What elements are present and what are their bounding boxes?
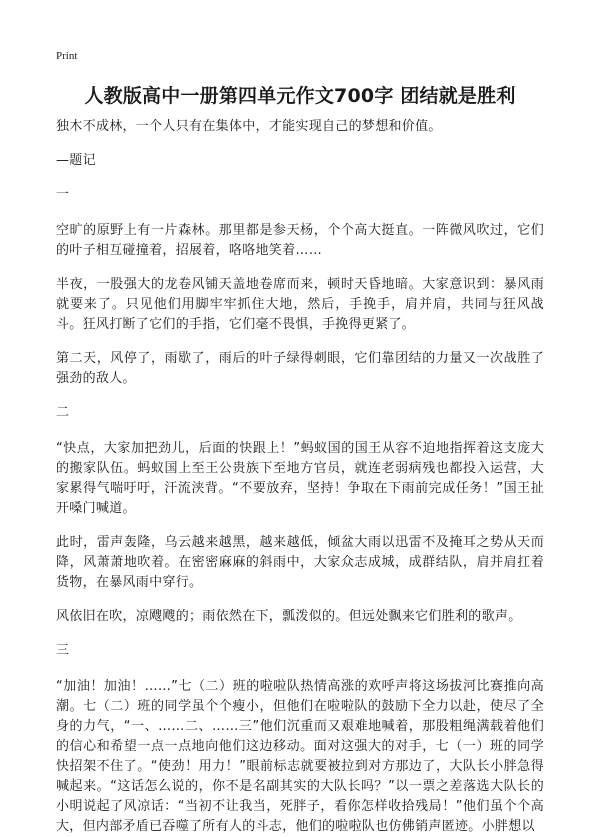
paragraph: 半夜，一股强大的龙卷风铺天盖地卷席而来，顿时天昏地暗。大家意识到：暴风雨就要来了。只见他们用脚牢牢抓住大地，然后，手挽手，肩并肩，共同与狂风战斗。狂风打断了它们的手指，它们毫不畏惧，手挽得更紧了。 — [56, 277, 544, 332]
paragraph: 此时，雷声轰隆，乌云越来越黑，越来越低，倾盆大雨以迅雷不及掩耳之势从天而降，风萧萧地吹着。在密密麻麻的斜雨中，大家众志成城，成群结队，肩并肩扛着货物，在暴风雨中穿行。 — [56, 535, 544, 590]
print-link[interactable]: Print — [56, 50, 78, 62]
epigraph-source: —题记 — [56, 153, 96, 168]
paragraph: “快点，大家加把劲儿，后面的快跟上！”蚂蚁国的国王从容不迫地指挥着这支庞大的搬家队伍。蚂蚁国上至王公贵族下至地方官员，就连老弱病残也都投入运营，大家累得气喘吁吁，汗流浃背。“不要放弃，坚持！争取在下雨前完成任务！”国王扯开嗓门喊道。 — [56, 441, 544, 516]
paragraph: 风依旧在吹，凉飕飕的；雨依然在下，瓢泼似的。但远处飘来它们胜利的歌声。 — [56, 609, 522, 624]
page-title: 人教版高中一册第四单元作文700字 团结就是胜利 — [84, 85, 516, 107]
section-heading-1: 一 — [56, 187, 70, 202]
section-heading-2: 二 — [56, 405, 70, 420]
epigraph: 独木不成林，一个人只有在集体中，才能实现自己的梦想和价值。 — [56, 119, 442, 134]
section-heading-3: 三 — [56, 643, 70, 658]
paragraph: 第二天，风停了，雨歇了，雨后的叶子绿得刺眼，它们靠团结的力量又一次战胜了强劲的敌人。 — [56, 351, 544, 386]
paragraph: “加油！加油！……”七（二）班的啦啦队热情高涨的欢呼声将这场拔河比赛推向高潮。七（二）班的同学虽个个瘦小，但他们在啦啦队的鼓励下全力以赴，使尽了全身的力气，“一、……二、……三”他们沉重而又艰难地喊着，那股粗绳满载着他们的信心和希望一点一点地向他们这边移动。面对这强大的对手，七（一）班的同学快招架不住了。“使劲！用力！”眼前标志就要被拉到对方那边了，大队长小胖急得喊起来。“这话怎么说的，你不是名副其实的大队长吗？”以一票之差落选大队长的小明说起了风凉话：“当初不让我当，死胖子，看你怎样收拾残局！”他们虽个个高大，但内部矛盾已吞噬了所有人的斗志，他们的啦啦队也仿佛销声匿迹。小胖想以 — [56, 679, 544, 834]
paragraph: 空旷的原野上有一片森林。那里都是参天杨，个个高大挺直。一阵微风吹过，它们的叶子相互碰撞着，招展着，咯咯地笑着…… — [56, 223, 544, 258]
